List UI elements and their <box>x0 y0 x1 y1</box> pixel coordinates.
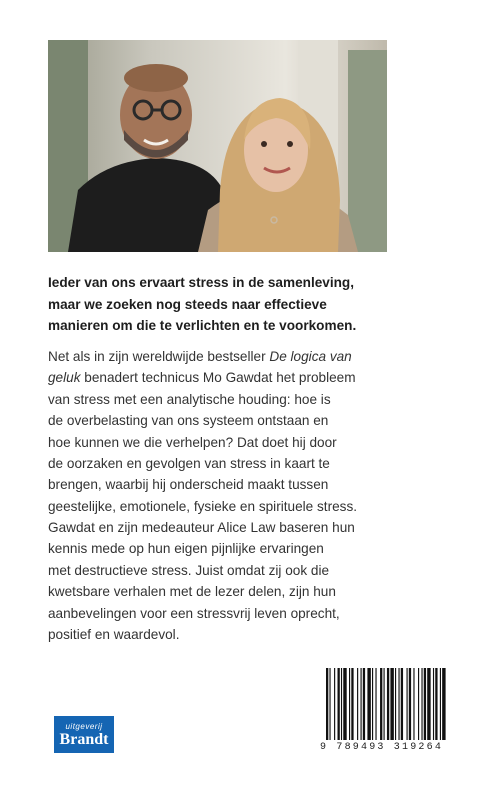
isbn-barcode <box>318 664 494 786</box>
body-paragraph-2 <box>48 517 448 645</box>
body-line: geestelijke, emotionele, fysieke en spirituele stress. <box>48 498 358 514</box>
intro-line: Ieder van ons ervaart stress in de samenleving, <box>48 275 354 290</box>
publisher-logo-name: Brandt <box>59 730 109 748</box>
barcode-bar <box>427 668 430 740</box>
barcode-bars <box>318 664 494 742</box>
barcode-bar <box>372 668 373 740</box>
barcode-bar <box>442 668 445 740</box>
barcode-bar <box>361 668 362 740</box>
barcode-bar <box>435 668 437 740</box>
body-line <box>48 346 448 367</box>
barcode-bar <box>413 668 414 740</box>
body-line: brengen, waarbij hij onderscheid maakt tussen <box>48 477 329 493</box>
barcode-bar <box>421 668 422 740</box>
barcode-bar <box>351 668 353 740</box>
barcode-bar <box>326 668 328 740</box>
book-title-emphasis: geluk <box>48 370 81 386</box>
author-photo <box>48 40 387 252</box>
barcode-bar <box>367 668 370 740</box>
barcode-bar <box>341 668 342 740</box>
barcode-bar <box>401 668 403 740</box>
barcode-bar <box>384 668 385 740</box>
body-paragraph-1 <box>48 346 448 517</box>
barcode-bar <box>407 668 408 740</box>
barcode-bar <box>329 668 330 740</box>
body-text: Net als in zijn wereldwijde bestseller <box>48 349 270 364</box>
barcode-bar <box>424 668 426 740</box>
barcode-bar <box>387 668 389 740</box>
barcode-bar <box>338 668 340 740</box>
body-line <box>48 367 448 388</box>
barcode-bar <box>398 668 399 740</box>
intro-paragraph <box>48 272 448 337</box>
barcode-bar <box>363 668 365 740</box>
author-photo-image <box>48 40 387 252</box>
body-line: van stress met een analytische houding: hoe is <box>48 391 331 407</box>
body-line: de oorzaken en gevolgen van stress in kaart te <box>48 456 330 472</box>
barcode-bar <box>390 668 393 740</box>
barcode-bar <box>409 668 411 740</box>
barcode-bar <box>343 668 346 740</box>
barcode-bar <box>433 668 434 740</box>
body-line: kennis mede op hun eigen pijnlijke ervaringen <box>48 541 324 557</box>
barcode-bar <box>440 668 441 740</box>
intro-line: manieren om die te verlichten en te voorkomen. <box>48 318 357 333</box>
barcode-bar <box>418 668 419 740</box>
publisher-logo <box>54 716 114 753</box>
book-title-emphasis: De logica van <box>269 349 352 364</box>
body-text: benadert technicus Mo Gawdat het probleem <box>80 370 356 386</box>
body-line: positief en waardevol. <box>48 627 180 643</box>
body-line: kwetsbare verhalen met de lezer delen, zijn hun <box>48 584 336 600</box>
barcode-bar <box>375 668 376 740</box>
barcode-bar <box>334 668 335 740</box>
body-line: met destructieve stress. Juist omdat zij ook die <box>48 562 330 578</box>
body-line: de overbelasting van ons systeem ontstaan en <box>48 413 329 429</box>
intro-line: maar we zoeken nog steeds naar effectieve <box>48 296 327 312</box>
body-line: Gawdat en zijn medeauteur Alice Law baseren hun <box>48 520 355 535</box>
isbn-digits: 9 789493 319264 <box>320 742 444 753</box>
body-line: aanbevelingen voor een stressvrij leven oprecht, <box>48 605 340 621</box>
publisher-logo-small-text: uitgeverij <box>65 721 103 731</box>
barcode-bar <box>357 668 358 740</box>
body-line: hoe kunnen we die verhelpen? Dat doet hij door <box>48 434 337 450</box>
barcode-bar <box>395 668 396 740</box>
barcode-bar <box>380 668 382 740</box>
barcode-bar <box>349 668 350 740</box>
